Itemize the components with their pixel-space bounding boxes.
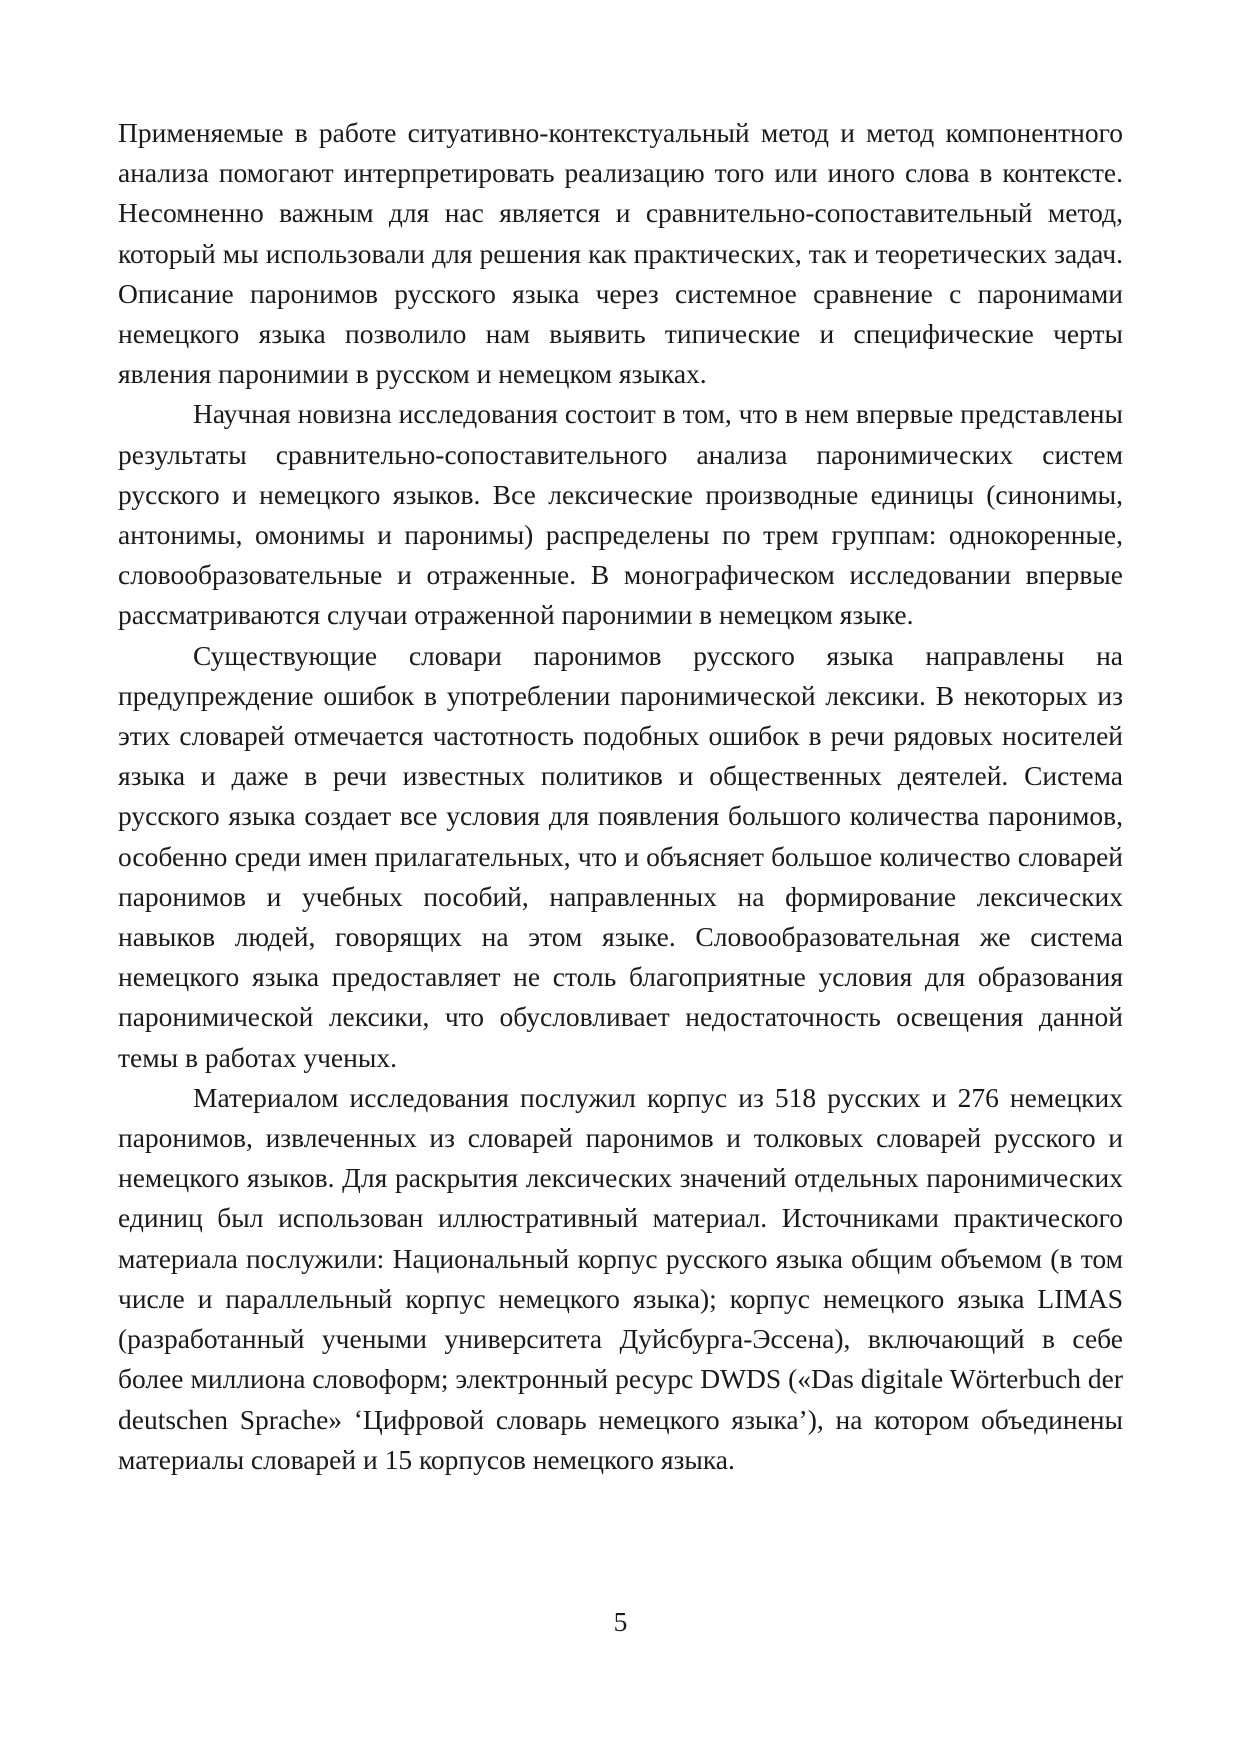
paragraph-dictionaries: Существующие словари паронимов русского языка направлены на предупреждение ошибок в употреблении паронимической лексики. В некоторых из этих словарей отмечается частотность подобных ошибок в речи рядовых носителей языка и даже в речи известных политиков и общественных деятелей. Система русского языка создает все условия для появления большого количества паронимов, особенно среди имен прилагательных, что и объясняет большое количество словарей паронимов и учебных пособий, направленных на формирование лексических навыков людей, говорящих на этом языке. Словообразовательная же система немецкого языка предоставляет не столь благоприятные условия для образования паронимической лексики, что обусловливает недостаточность освещения данной темы в работах ученых. bbox=[118, 639, 1123, 1073]
page-number: 5 bbox=[613, 1606, 628, 1637]
paragraph-methods: Применяемые в работе ситуативно-контекстуальный метод и метод компонентного анализа помогают интерпретировать реализацию того или иного слова в контексте. Несомненно важным для нас является и сравнительно-сопоставительный метод, который мы использовали для решения как практических, так и теоретических задач. Описание паронимов русского языка через системное сравнение с паронимами немецкого языка позволило нам выявить типические и специфические черты явления паронимии в русском и немецком языках. bbox=[118, 117, 1123, 390]
paragraph-material: Материалом исследования послужил корпус из 518 русских и 276 немецких паронимов, извлеченных из словарей паронимов и толковых словарей русского и немецкого языков. Для раскрытия лексических значений отдельных паронимических единиц был использован иллюстративный материал. Источниками практического материала послужили: Национальный корпус русского языка общим объемом (в том числе и параллельный корпус немецкого языка); корпус немецкого языка LIMAS (разработанный учеными университета Дуйсбурга-Эссена), включающий в себе более миллиона словоформ; электронный ресурс DWDS («Das digitale Wörterbuch der deutschen Sprache» ‘Цифровой словарь немецкого языка’), на котором объединены материалы словарей и 15 корпусов немецкого языка. bbox=[118, 1081, 1123, 1475]
document-body bbox=[118, 113, 1123, 1480]
paragraph-novelty: Научная новизна исследования состоит в том, что в нем впервые представлены результаты сравнительно-сопоставительного анализа паронимических систем русского и немецкого языков. Все лексические производные единицы (синонимы, антонимы, омонимы и паронимы) распределены по трем группам: однокоренные, словообразовательные и отраженные. В монографическом исследовании впервые рассматриваются случаи отраженной паронимии в немецком языке. bbox=[118, 398, 1123, 631]
